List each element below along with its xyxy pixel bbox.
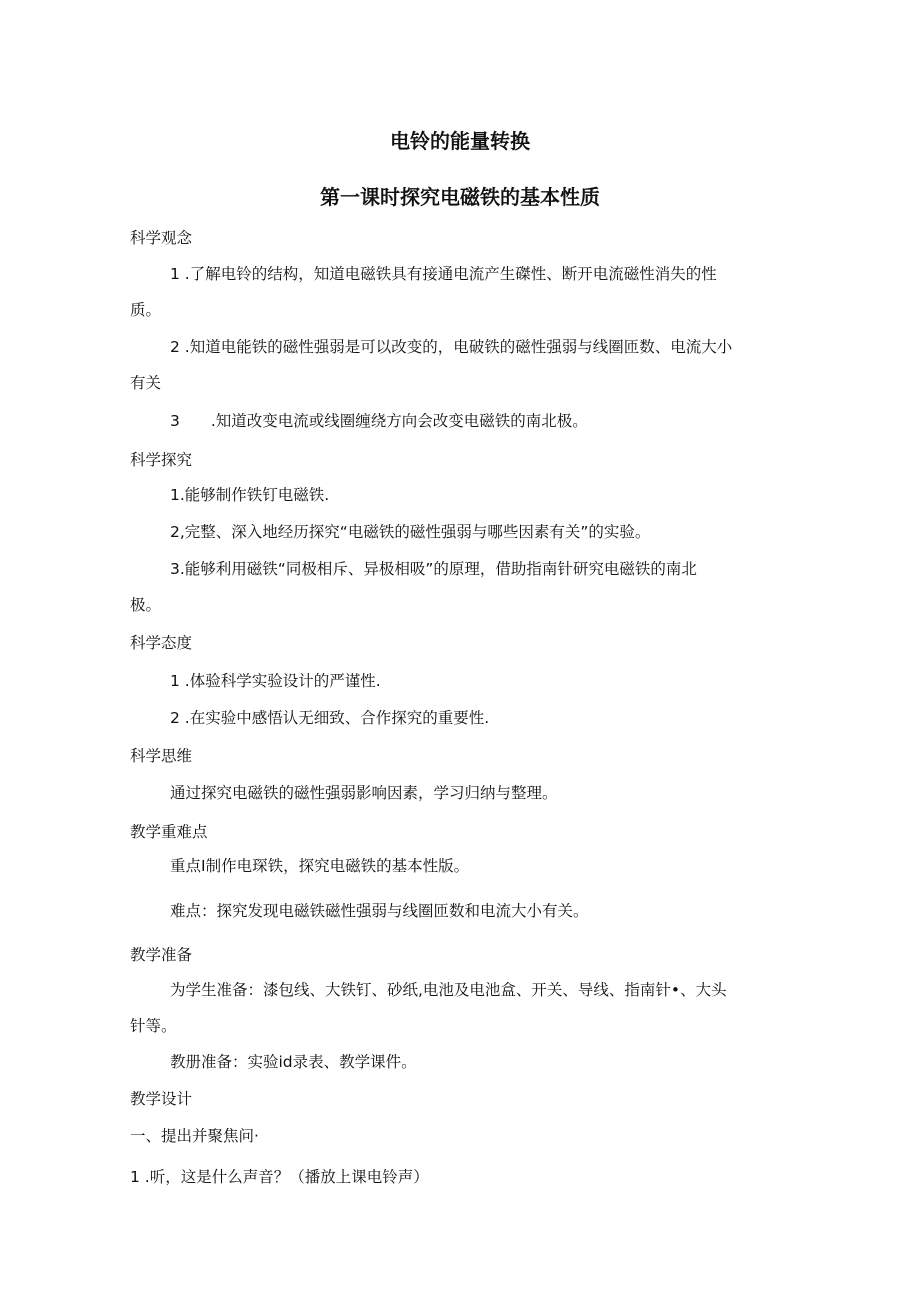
paragraph: 极。 <box>130 596 162 614</box>
paragraph: 有关 <box>130 374 162 392</box>
paragraph: 3.能够利用磁铁“同极相斥、异极相吸”的原理，借助指南针研究电磁铁的南北 <box>170 560 697 578</box>
document-subtitle: 第一课时探究电磁铁的基本性质 <box>320 185 600 209</box>
paragraph: 2 .在实验中感悟认无细致、合作探究的重要性. <box>170 709 490 727</box>
paragraph: 难点：探究发现电磁铁磁性强弱与线圈匝数和电流大小有关。 <box>170 902 589 920</box>
section-heading: 教学设计 <box>130 1090 193 1108</box>
section-heading: 教学重难点 <box>130 823 208 841</box>
section-heading: 科学观念 <box>130 229 193 247</box>
paragraph: 教册准备：实验id录表、教学课件。 <box>170 1053 417 1071</box>
document-title: 电铃的能量转换 <box>390 129 530 153</box>
paragraph: 一、提出并聚焦问· <box>130 1127 259 1145</box>
paragraph: 1 .体验科学实验设计的严谨性. <box>170 672 381 690</box>
section-heading: 教学准备 <box>130 946 193 964</box>
paragraph: 1 .听，这是什么声音？（播放上课电铃声） <box>130 1168 429 1186</box>
paragraph: 通过探究电磁铁的磁性强弱影响因素，学习归纳与整理。 <box>170 784 558 802</box>
paragraph: 2,完整、深入地经历探究“电磁铁的磁性强弱与哪些因素有关”的实验。 <box>170 523 651 541</box>
paragraph: 1.能够制作铁钉电磁铁. <box>170 486 330 504</box>
section-heading: 科学探究 <box>130 451 193 469</box>
section-heading: 科学思维 <box>130 747 193 765</box>
paragraph: 质。 <box>130 301 162 319</box>
paragraph: 为学生准备：漆包线、大铁钉、砂纸,电池及电池盒、开关、导线、指南针•、大头 <box>170 981 727 999</box>
paragraph: 3 .知道改变电流或线圈缠绕方向会改变电磁铁的南北极。 <box>170 412 588 430</box>
paragraph: 2 .知道电能铁的磁性强弱是可以改变的，电破铁的磁性强弱与线圈匝数、电流大小 <box>170 338 733 356</box>
paragraph: 重点I制作电琛铁，探究电磁铁的基本性版。 <box>170 857 470 875</box>
paragraph: 针等。 <box>130 1017 177 1035</box>
paragraph: 1 .了解电铃的结构，知道电磁铁具有接通电流产生磔性、断开电流磁性消失的性 <box>170 265 717 283</box>
section-heading: 科学态度 <box>130 634 193 652</box>
